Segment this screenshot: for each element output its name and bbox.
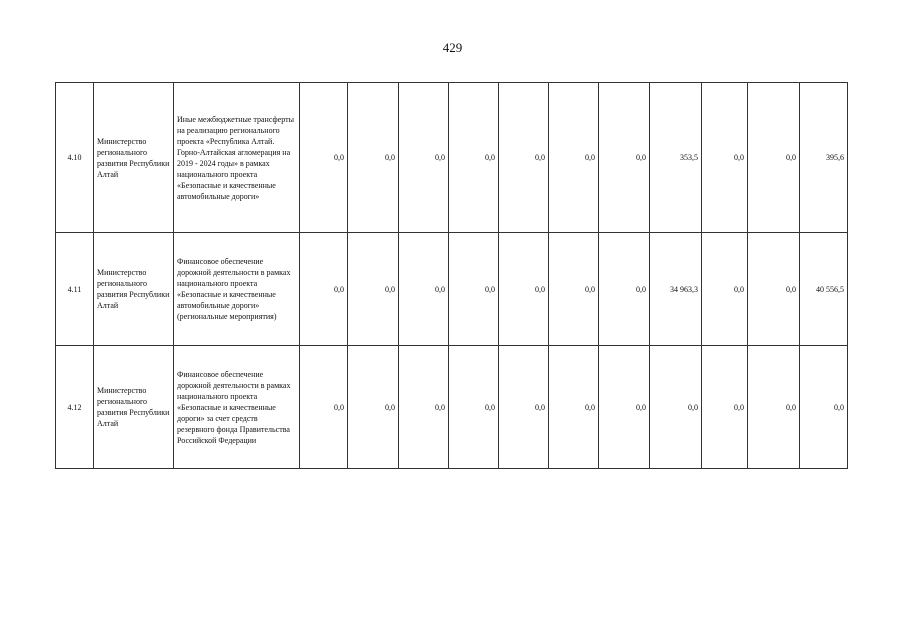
value-cell: 395,6 [800,83,848,233]
table-row [56,346,848,469]
value-cell: 0,0 [499,83,549,233]
page-number: 429 [442,40,463,55]
value-cell: 0,0 [748,346,800,469]
value-cell: 353,5 [650,83,702,233]
row-number: 4.10 [56,83,94,233]
value-cell: 0,0 [650,346,702,469]
value-cell: 34 963,3 [650,233,702,346]
value-cell: 0,0 [599,346,650,469]
value-cell: 0,0 [449,346,499,469]
value-cell: 0,0 [399,83,449,233]
value-cell: 0,0 [702,233,748,346]
value-cell: 40 556,5 [800,233,848,346]
value-cell: 0,0 [549,233,599,346]
value-cell: 0,0 [549,83,599,233]
value-cell: 0,0 [300,233,348,346]
organization-cell: Министерство регионального развития Республики Алтай [94,233,174,346]
value-cell: 0,0 [499,346,549,469]
value-cell: 0,0 [499,233,549,346]
value-cell: 0,0 [599,233,650,346]
organization-cell: Министерство регионального развития Республики Алтай [94,83,174,233]
table-row [56,83,848,233]
value-cell: 0,0 [348,83,399,233]
value-cell: 0,0 [599,83,650,233]
value-cell: 0,0 [748,83,800,233]
value-cell: 0,0 [449,233,499,346]
value-cell: 0,0 [800,346,848,469]
table-row [56,233,848,346]
row-number: 4.12 [56,346,94,469]
description-cell: Финансовое обеспечение дорожной деятельности в рамках национального проекта «Безопасные и качественные автомобильные дороги» (региональные мероприятия) [174,233,300,346]
value-cell: 0,0 [399,346,449,469]
description-cell: Финансовое обеспечение дорожной деятельности в рамках национального проекта «Безопасные и качественные дороги» за счет средств резервного фонда Правительства Российской Федерации [174,346,300,469]
organization-cell: Министерство регионального развития Республики Алтай [94,346,174,469]
value-cell: 0,0 [549,346,599,469]
row-number: 4.11 [56,233,94,346]
description-cell: Иные межбюджетные трансферты на реализацию регионального проекта «Республика Алтай. Горно-Алтайская агломерация на 2019 - 2024 годы» в рамках национального проекта «Безопасные и качественные автомобильные дороги» [174,83,300,233]
value-cell: 0,0 [748,233,800,346]
value-cell: 0,0 [300,83,348,233]
value-cell: 0,0 [348,233,399,346]
value-cell: 0,0 [399,233,449,346]
value-cell: 0,0 [300,346,348,469]
value-cell: 0,0 [702,83,748,233]
value-cell: 0,0 [702,346,748,469]
budget-table [55,82,848,469]
value-cell: 0,0 [348,346,399,469]
value-cell: 0,0 [449,83,499,233]
